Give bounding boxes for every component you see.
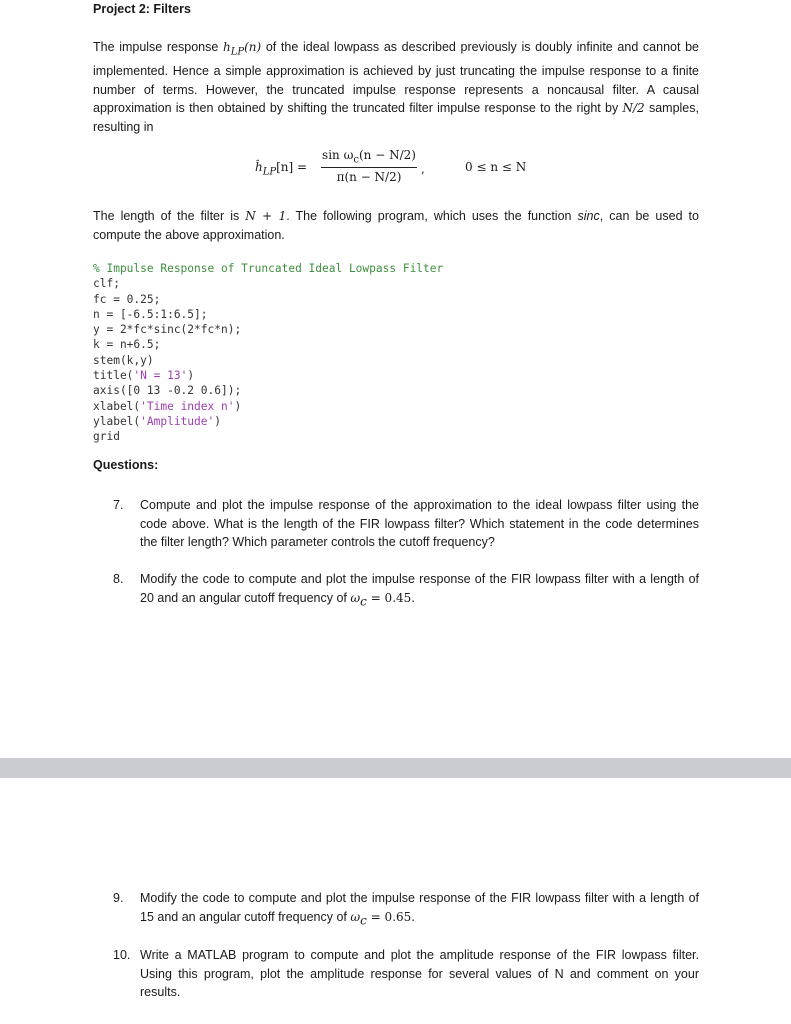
equation-fraction (321, 148, 417, 184)
questions-heading: Questions: (93, 458, 159, 472)
question-10 (113, 946, 699, 1002)
cutoff-value: = 0.45. (366, 590, 416, 605)
code-line: clf; (93, 277, 120, 291)
code-string: 'N = 13' (133, 369, 188, 383)
question-9 (113, 889, 699, 930)
code-line: n = [-6.5:1:6.5]; (93, 307, 208, 321)
page-title: Project 2: Filters (93, 2, 191, 16)
code-string: 'Amplitude' (140, 414, 215, 428)
question-body (140, 570, 699, 611)
omega-symbol: ω (350, 909, 361, 924)
code-line: title( (93, 369, 134, 383)
length-paragraph (93, 207, 699, 244)
omega-symbol: ω (350, 590, 361, 605)
question-8 (113, 570, 699, 611)
code-line: xlabel( (93, 399, 141, 413)
intro-paragraph (93, 38, 699, 136)
code-line: grid (93, 430, 120, 444)
intro-text-3: samples, resulting in (93, 101, 699, 134)
code-line-end: ) (187, 369, 195, 383)
hlp-symbol: h (223, 40, 231, 54)
cutoff-value: = 0.65. (366, 909, 416, 924)
question-text: Modify the code to compute and plot the impulse response of the FIR lowpass filter with a length of 20 and an angular cutoff frequency of (140, 572, 699, 605)
omega-subscript: c (360, 594, 367, 609)
equation-range: 0 ≤ n ≤ N (465, 160, 527, 174)
question-text: Write a MATLAB program to compute and plot the amplitude response of the FIR lowpass filter. Using this program, plot the amplitude response for several values of N and comment on your results. (140, 948, 699, 1000)
para2-text-3: , can be used to compute the above approximation. (93, 209, 699, 242)
equation-lhs-arg: [n] = (276, 160, 308, 174)
intro-math-n-half: N/2 (622, 101, 645, 116)
question-number: 10. (113, 948, 131, 962)
intro-text-1: The impulse response (93, 40, 223, 54)
question-number: 7. (113, 498, 124, 512)
code-line: stem(k,y) (93, 353, 154, 367)
hlp-argument: (n) (244, 40, 262, 54)
code-line: y = 2*fc*sinc(2*fc*n); (93, 323, 242, 337)
para2-text-1: The length of the filter is (93, 209, 246, 223)
question-text: Compute and plot the impulse response of the approximation to the ideal lowpass filter using the code above. What is the length of the FIR lowpass filter? Which statement in the code determines the filter length? Which parameter controls the cutoff frequency? (140, 498, 699, 550)
equation-lhs (255, 160, 307, 177)
hlp-subscript: LP (230, 46, 245, 58)
question-number: 8. (113, 572, 124, 586)
omega-subscript: c (360, 913, 367, 928)
question-number: 9. (113, 891, 124, 905)
equation (255, 148, 585, 190)
page-divider (0, 758, 791, 778)
para2-math-length: N + 1 (245, 209, 287, 223)
question-7 (113, 496, 699, 552)
code-line: axis([0 13 -0.2 0.6]); (93, 384, 242, 398)
equation-comma: , (421, 162, 425, 176)
equation-lhs-subscript: LP (262, 166, 277, 178)
equation-denominator: π(n − N/2) (336, 170, 402, 185)
numerator-subscript: c (353, 154, 359, 166)
code-line: fc = 0.25; (93, 292, 161, 306)
numerator-sin: sin ω (322, 148, 354, 162)
code-block (93, 261, 443, 445)
code-comment: % Impulse Response of Truncated Ideal Lowpass Filter (93, 262, 444, 275)
para2-text-2: . The following program, which uses the function (286, 209, 578, 223)
intro-math-hlp (223, 40, 262, 58)
code-line-end: ) (214, 414, 221, 428)
code-line: ylabel( (93, 414, 141, 428)
question-text: Modify the code to compute and plot the impulse response of the FIR lowpass filter with a length of 15 and an angular cutoff frequency of (140, 891, 699, 924)
code-line-end: ) (234, 399, 242, 413)
equation-numerator (321, 148, 417, 168)
code-line: k = n+6.5; (93, 338, 161, 352)
equation-lhs-symbol: ĥ (255, 160, 263, 174)
question-body (140, 889, 699, 930)
code-string: 'Time index n' (140, 399, 235, 413)
intro-text-2: of the ideal lowpass as described previously is doubly infinite and cannot be implemented. Hence a simple approximation is achieved by just truncating the impulse response to a finite number of terms. However, the truncated impulse response represents a noncausal filter. A causal approximation is then obtained by shifting the truncated filter impulse response to the right by (93, 40, 700, 116)
sinc-function-name: sinc (577, 209, 600, 223)
numerator-rest: (n − N/2) (358, 148, 416, 162)
